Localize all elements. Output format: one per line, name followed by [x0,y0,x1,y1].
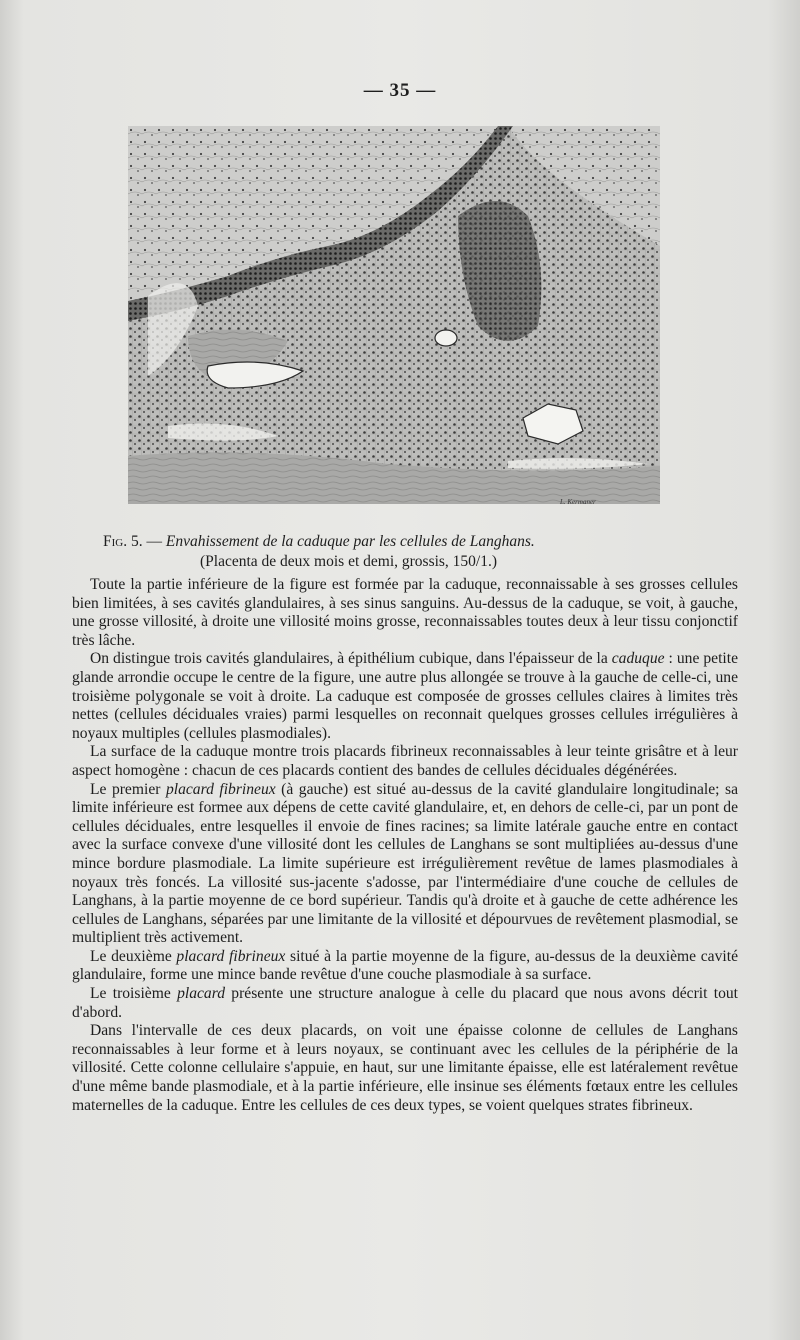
paragraph: On distingue trois cavités glandulaires, à épithélium cubique, dans l'épaisseur de la caduque : une petite glande arrondie occupe le centre de la figure, une autre plus allongée se trouve à la gauche de celle-ci, une troisième polygonale se voit à droite. La caduque est composée de grosses cellules claires à limites très nettes (cellules déciduales vraies) parmi lesquelles on reconnait quelques grosses cellules irrégulières à noyaux multiples (cellules plasmodiales). [72,650,738,742]
paragraph: Le troisième placard présente une structure analogue à celle du placard que nous avons décrit tout d'abord. [72,985,738,1021]
page-number: — 35 — [363,80,437,101]
paragraph: Toute la partie inférieure de la figure est formée par la caduque, reconnaissable à ses grosses cellules bien limitées, à ses cavités glandulaires, à ses sinus sanguins. Au-dessus de la caduque, se voit, à gauche, une grosse villosité, à droite une villosité moins grosse, reconnaissables toutes deux à leur tissu conjonctif très lâche. [72,576,738,649]
round-gland [435,330,457,346]
figure-label: Fig. 5. — [103,533,162,550]
paragraph: Le deuxième placard fibrineux situé à la partie moyenne de la figure, au-dessus de la deuxième cavité glandulaire, forme une mince bande revêtue d'une couche plasmodiale à sa surface. [72,947,738,984]
figure-title: Envahissement de la caduque par les cellules de Langhans. [165,533,535,550]
histology-illustration [128,126,660,504]
paragraph: Le premier placard fibrineux (à gauche) est situé au-dessus de la cavité glandulaire longitudinale; sa limite inférieure est formee aux dépens de cette cavité glandulaire, et, en dehors de celle-ci, par un pont de cellules déciduales, entre lesquelles il envoie de fines racines; sa limite latérale gauche entre en contact avec la surface convexe d'une villosité dont les cellules de Langhans se sont multipliées au-dessus d'une mince bordure plasmodiale. La limite supérieure est irrégulièrement revêtue de lames plasmodiales à noyaux très foncés. La villosité sus-jacente s'adosse, par l'intermédiaire d'une couche de cellules de Langhans, à la partie moyenne de ce bord supérieur. Tandis qu'à droite et à gauche de cette adhérence les cellules de Langhans, séparées par une limitante de la villosité et dépourvues de revêtement plasmodial, se multiplient très activement. [72,780,738,947]
engraver-signature: L. Kermaner [560,498,596,506]
figure-caption [100,532,740,572]
paragraph: Dans l'intervalle de ces deux placards, on voit une épaisse colonne de cellules de Langhans reconnaissables à leur forme et à leurs noyaux, se continuant avec les cellules de la périphérie de la villosité. Cette colonne cellulaire s'appuie, en haut, sur une limitante épaisse, elle est latéralement revêtue d'une même bande plasmodiale, et à la partie inférieure, elle insinue ses éléments fœtaux entre les cellules maternelles de la caduque. Entre les cellules de ces deux types, se voient quelques strates fibrineux. [72,1022,738,1114]
figure-subtitle: (Placenta de deux mois et demi, grossis, 150/1.) [200,553,498,570]
body-text [72,576,738,1115]
paragraph: La surface de la caduque montre trois placards fibrineux reconnaissables à leur teinte grisâtre et à leur aspect homogène : chacun de ces placards contient des bandes de cellules déciduales dégénérées. [72,743,738,779]
